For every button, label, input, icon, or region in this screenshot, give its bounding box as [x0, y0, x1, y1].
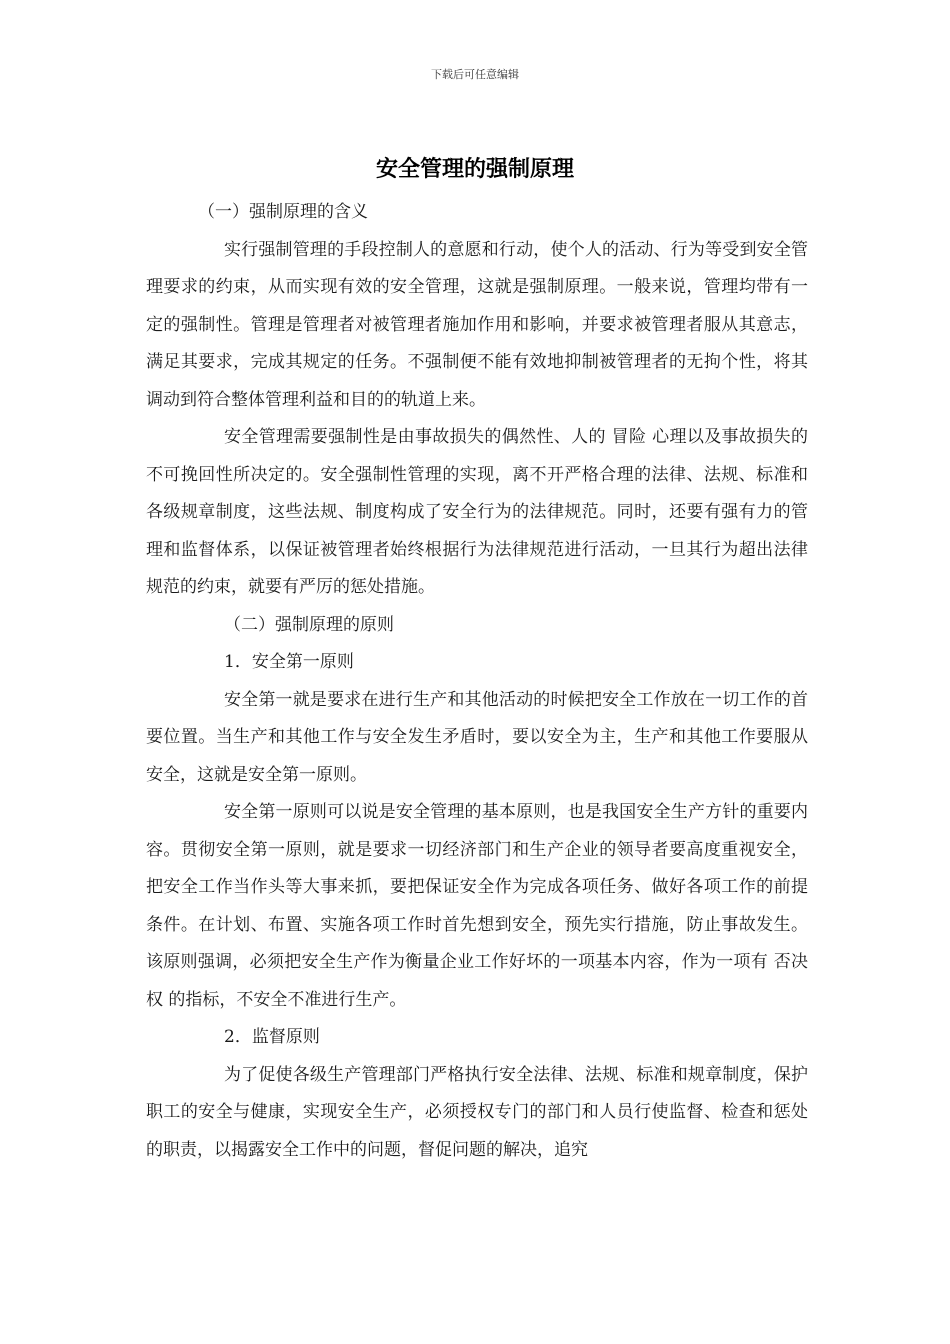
- document-title: 安全管理的强制原理: [375, 156, 574, 182]
- subheading-safety-first: 1．安全第一原则: [224, 652, 354, 672]
- paragraph-supervision: 为了促使各级生产管理部门严格执行安全法律、法规、标准和规章制度，保护职工的安全与健康，实现安全生产，必须授权专门的部门和人员行使监督、检查和惩处的职责，以揭露安全工作中的问题，督促问题的解决，追究: [146, 1064, 808, 1160]
- paragraph-necessity: 安全管理需要强制性是由事故损失的偶然性、人的 冒险 心理以及事故损失的不可挽回性所决定的。安全强制性管理的实现，离不开严格合理的法律、法规、标准和各级规章制度，这些法规、制度构成了安全行为的法律规范。同时，还要有强有力的管理和监督体系，以保证被管理者始终根据行为法律规范进行活动，一旦其行为超出法律规范的约束，就要有严厉的惩处措施。: [146, 427, 808, 597]
- subheading-supervision: 2．监督原则: [224, 1027, 320, 1047]
- paragraph-safety-first-definition: 安全第一就是要求在进行生产和其他活动的时候把安全工作放在一切工作的首要位置。当生产和其他工作与安全发生矛盾时，要以安全为主，生产和其他工作要服从安全，这就是安全第一原则。: [146, 689, 808, 785]
- section-heading-meaning: （一）强制原理的含义: [198, 202, 368, 222]
- section-heading-principles: （二）强制原理的原则: [224, 614, 394, 635]
- paragraph-definition: 实行强制管理的手段控制人的意愿和行动，使个人的活动、行为等受到安全管理要求的约束，从而实现有效的安全管理，这就是强制原理。一般来说，管理均带有一定的强制性。管理是管理者对被管理者施加作用和影响，并要求被管理者服从其意志，满足其要求，完成其规定的任务。不强制便不能有效地抑制被管理者的无拘个性，将其调动到符合整体管理利益和目的的轨道上来。: [146, 239, 808, 410]
- page-header-note: 下载后可任意编辑: [431, 68, 519, 81]
- document-body: [146, 194, 808, 1169]
- paragraph-safety-first-basis: 安全第一原则可以说是安全管理的基本原则，也是我国安全生产方针的重要内容。贯彻安全第一原则，就是要求一切经济部门和生产企业的领导者要高度重视安全，把安全工作当作头等大事来抓，要把保证安全作为完成各项任务、做好各项工作的前提条件。在计划、布置、实施各项工作时首先想到安全，预先实行措施，防止事故发生。该原则强调，必须把安全生产作为衡量企业工作好坏的一项基本内容，作为一项有 否决权 的指标，不安全不准进行生产。: [146, 802, 808, 1010]
